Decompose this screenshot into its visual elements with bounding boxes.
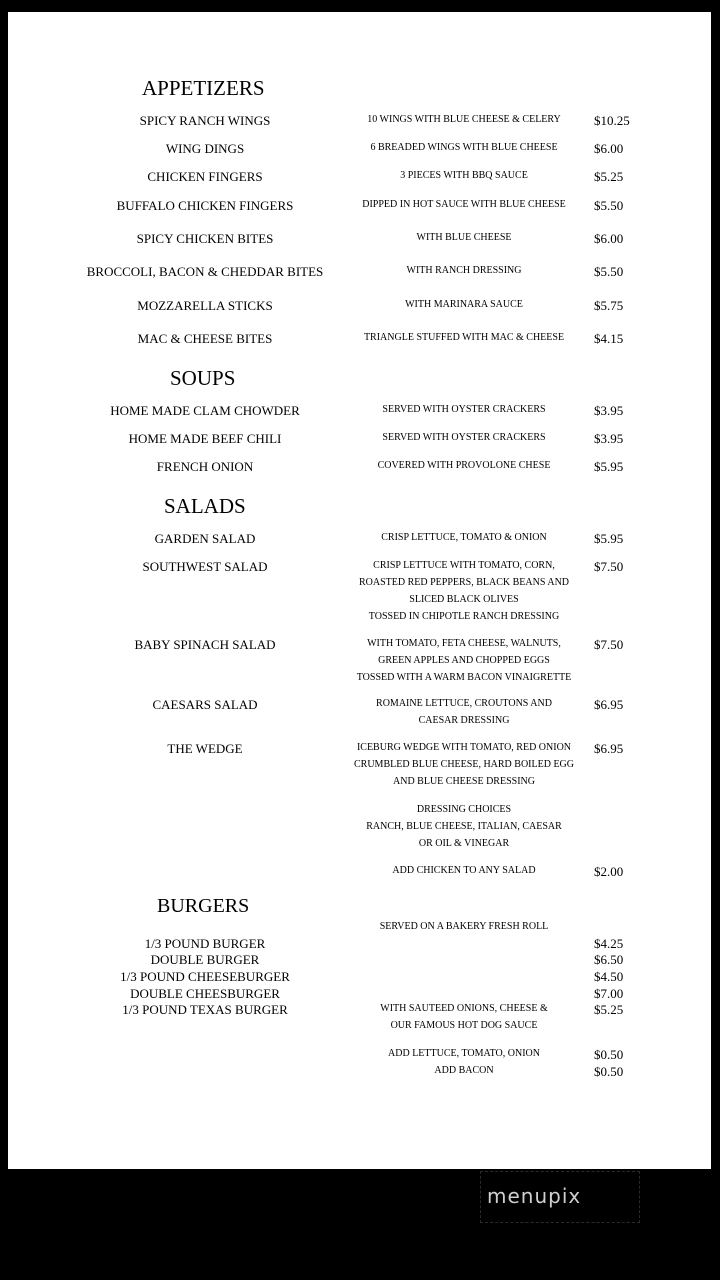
menu-item-price: $4.25	[594, 936, 624, 951]
menu-item-name: BUFFALO CHICKEN FINGERS	[116, 198, 294, 213]
menu-item-name: SOUTHWEST SALAD	[142, 559, 268, 574]
menu-item-description	[388, 1045, 540, 1062]
description-line: WITH TOMATO, FETA CHEESE, WALNUTS,	[367, 638, 561, 649]
menu-item-price: $6.95	[594, 697, 624, 712]
menu-item-price: $5.50	[594, 264, 624, 279]
menu-item-price: $5.75	[594, 298, 624, 313]
menu-item-price: $6.00	[594, 141, 624, 156]
menu-item-description	[381, 529, 546, 546]
description-line: TRIANGLE STUFFED WITH MAC & CHEESE	[363, 332, 565, 343]
menu-item-price: $3.95	[594, 431, 624, 446]
menu-item-price: $2.00	[594, 864, 624, 879]
menu-item-price: $6.50	[594, 952, 624, 967]
menu-item-price: $6.95	[594, 741, 624, 756]
menu-item-price: $5.50	[594, 198, 624, 213]
menu-item-description	[380, 1000, 548, 1034]
description-line: ADD LETTUCE, TOMATO, ONION	[388, 1048, 540, 1059]
menu-item-price: $4.50	[594, 969, 624, 984]
menu-page	[8, 12, 711, 1169]
menu-item-description	[400, 167, 528, 184]
description-line: OR OIL & VINEGAR	[418, 838, 510, 849]
menu-item-price: $7.50	[594, 559, 624, 574]
menu-item-price: $10.25	[594, 113, 630, 128]
description-line: SERVED ON A BAKERY FRESH ROLL	[379, 921, 549, 932]
description-line: CAESAR DRESSING	[418, 715, 510, 726]
description-line: GREEN APPLES AND CHOPPED EGGS	[378, 655, 550, 666]
menu-item-name: BABY SPINACH SALAD	[134, 637, 276, 652]
menu-item-description	[378, 457, 551, 474]
menu-item-description	[357, 635, 572, 686]
menu-item-name: MAC & CHEESE BITES	[137, 331, 273, 346]
menu-item-description	[405, 296, 523, 313]
menu-item-description	[354, 739, 574, 790]
description-line: ROMAINE LETTUCE, CROUTONS AND	[376, 698, 552, 709]
menu-item-name: GARDEN SALAD	[154, 531, 256, 546]
menu-item-name: SPICY RANCH WINGS	[139, 113, 271, 128]
description-line: 6 BREADED WINGS WITH BLUE CHEESE	[370, 142, 558, 153]
menu-item-price: $5.25	[594, 169, 624, 184]
section-heading: APPETIZERS	[142, 76, 265, 100]
menu-item-description	[366, 801, 562, 852]
menu-item-name: DOUBLE BURGER	[150, 952, 260, 967]
menu-item-description	[392, 862, 535, 879]
description-line: CRISP LETTUCE, TOMATO & ONION	[381, 532, 547, 543]
menu-item-description	[362, 196, 566, 213]
description-line: 3 PIECES WITH BBQ SAUCE	[400, 170, 528, 181]
menu-item-price: $6.00	[594, 231, 624, 246]
menu-item-name: WING DINGS	[165, 141, 245, 156]
description-line: RANCH, BLUE CHEESE, ITALIAN, CAESAR	[366, 821, 562, 832]
menu-item-name: CAESARS SALAD	[152, 697, 258, 712]
description-line: WITH BLUE CHEESE	[416, 232, 512, 243]
description-line: TOSSED WITH A WARM BACON VINAIGRETTE	[356, 672, 572, 683]
description-line: WITH MARINARA SAUCE	[405, 299, 523, 310]
menu-item-price: $0.50	[594, 1047, 624, 1062]
menu-item-description	[380, 918, 549, 935]
menu-item-name: FRENCH ONION	[156, 459, 254, 474]
description-line: SERVED WITH OYSTER CRACKERS	[382, 432, 546, 443]
menu-item-description	[434, 1062, 493, 1079]
description-line: DRESSING CHOICES	[416, 804, 512, 815]
description-line: ADD BACON	[434, 1065, 494, 1076]
description-line: 10 WINGS WITH BLUE CHEESE & CELERY	[367, 114, 561, 125]
description-line: CRISP LETTUCE WITH TOMATO, CORN,	[373, 560, 555, 571]
description-line: CRUMBLED BLUE CHEESE, HARD BOILED EGG	[354, 759, 574, 770]
menu-item-description	[367, 111, 561, 128]
description-line: ICEBURG WEDGE WITH TOMATO, RED ONION	[356, 742, 572, 753]
menu-item-name: SPICY CHICKEN BITES	[136, 231, 274, 246]
menu-item-description	[370, 139, 557, 156]
menu-item-description	[359, 557, 569, 625]
menu-item-price: $3.95	[594, 403, 624, 418]
description-line: SLICED BLACK OLIVES	[409, 594, 519, 605]
description-line: WITH RANCH DRESSING	[406, 265, 522, 276]
menu-item-name: CHICKEN FINGERS	[147, 169, 263, 184]
menu-item-name: MOZZARELLA STICKS	[137, 298, 273, 313]
menu-item-name: HOME MADE BEEF CHILI	[128, 431, 282, 446]
menu-item-name: BROCCOLI, BACON & CHEDDAR BITES	[86, 264, 324, 279]
menu-item-price: $0.50	[594, 1064, 624, 1079]
description-line: TOSSED IN CHIPOTLE RANCH DRESSING	[368, 611, 560, 622]
description-line: COVERED WITH PROVOLONE CHESE	[377, 460, 551, 471]
description-line: AND BLUE CHEESE DRESSING	[393, 776, 535, 787]
menu-item-name: 1/3 POUND TEXAS BURGER	[122, 1002, 288, 1017]
description-line: OUR FAMOUS HOT DOG SAUCE	[390, 1020, 538, 1031]
menu-item-description	[417, 229, 512, 246]
section-heading: SOUPS	[170, 366, 236, 390]
menu-item-description	[407, 262, 522, 279]
menu-item-name: DOUBLE CHEESBURGER	[130, 986, 280, 1001]
description-line: SERVED WITH OYSTER CRACKERS	[382, 404, 546, 415]
menu-item-name: THE WEDGE	[167, 741, 243, 756]
menu-item-price: $4.15	[594, 331, 624, 346]
description-line: ROASTED RED PEPPERS, BLACK BEANS AND	[358, 577, 570, 588]
menu-item-price: $5.95	[594, 459, 624, 474]
section-heading: SALADS	[164, 494, 246, 518]
section-heading: BURGERS	[157, 895, 250, 917]
menu-item-description	[382, 401, 545, 418]
menu-item-description	[376, 695, 552, 729]
description-line: DIPPED IN HOT SAUCE WITH BLUE CHEESE	[362, 199, 566, 210]
menu-item-name: 1/3 POUND BURGER	[144, 936, 266, 951]
menu-item-name: HOME MADE CLAM CHOWDER	[110, 403, 300, 418]
menu-item-price: $7.50	[594, 637, 624, 652]
description-line: ADD CHICKEN TO ANY SALAD	[392, 865, 536, 876]
menu-item-name: 1/3 POUND CHEESEBURGER	[120, 969, 290, 984]
menu-item-price: $7.00	[594, 986, 624, 1001]
menu-item-description	[382, 429, 545, 446]
menu-item-description	[364, 329, 564, 346]
menu-item-price: $5.95	[594, 531, 624, 546]
description-line: WITH SAUTEED ONIONS, CHEESE &	[380, 1003, 548, 1014]
watermark-logo: menupix	[480, 1171, 640, 1223]
menu-item-price: $5.25	[594, 1002, 624, 1017]
